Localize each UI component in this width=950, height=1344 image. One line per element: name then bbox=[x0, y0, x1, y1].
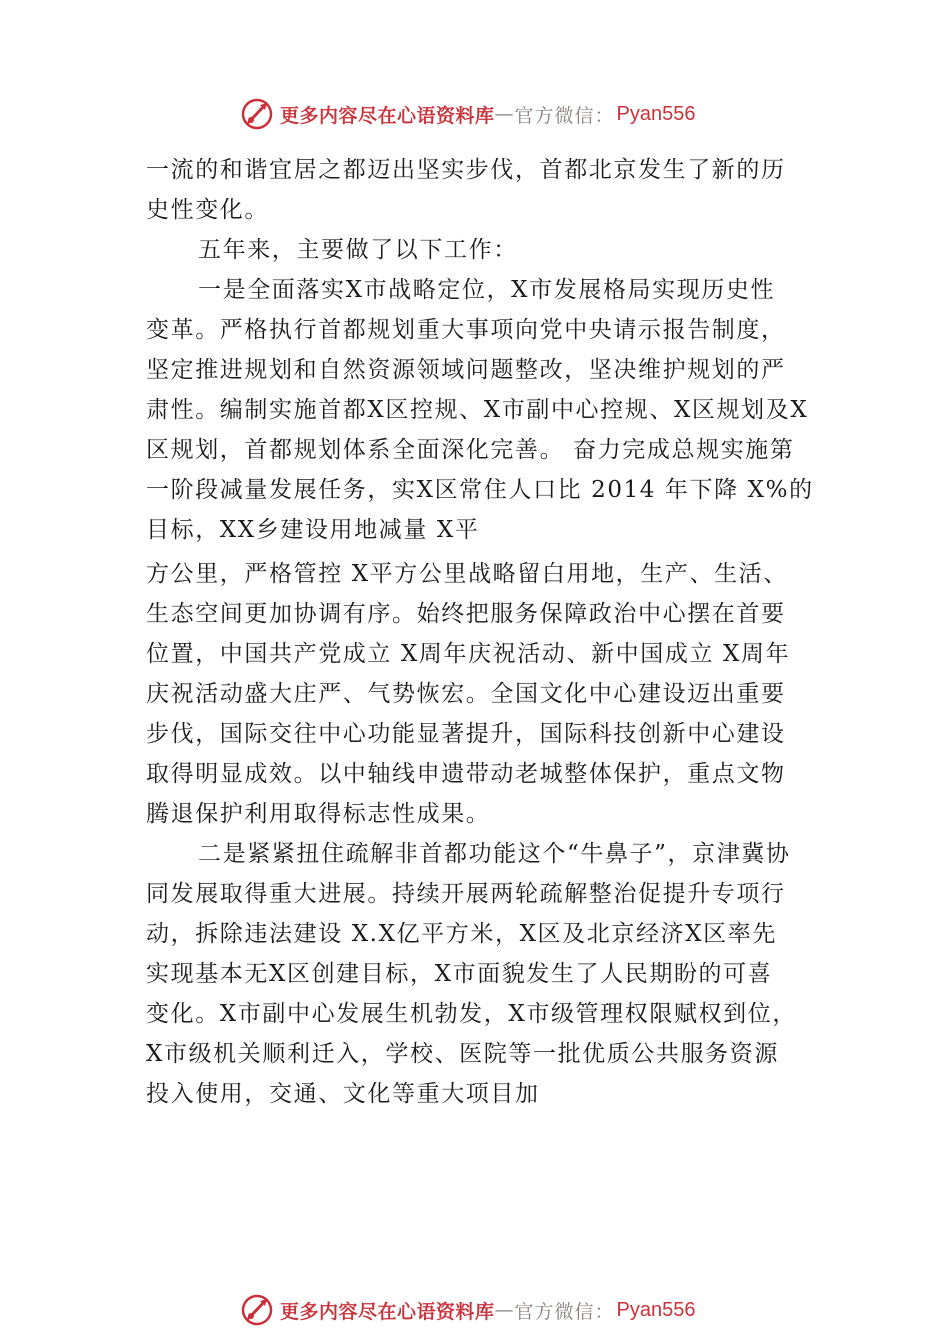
text-line: 史性变化。 bbox=[146, 197, 269, 223]
text-line: 步伐，国际交往中心功能显著提升，国际科技创新中心建设 bbox=[146, 721, 786, 747]
text-line: 区规划，首都规划体系全面深化完善。 奋力完成总规实施第 bbox=[146, 437, 795, 463]
text-line: 目标，XX乡建设用地减量 X平 bbox=[146, 517, 480, 543]
text-line: 坚定推进规划和自然资源领域问题整改，坚决维护规划的严 bbox=[146, 357, 786, 383]
text-line: 腾退保护利用取得标志性成果。 bbox=[146, 801, 491, 827]
text-line: 庆祝活动盛大庄严、气势恢宏。全国文化中心建设迈出重要 bbox=[146, 681, 786, 707]
text-line: 投入使用，交通、文化等重大项目加 bbox=[146, 1081, 540, 1107]
text-line: 取得明显成效。以中轴线申遗带动老城整体保护，重点文物 bbox=[146, 761, 786, 787]
text-line: 变化。X市副中心发展生机勃发，X市级管理权限赋权到位， bbox=[146, 1001, 797, 1027]
brush-logo-icon bbox=[240, 1293, 274, 1327]
watermark-dash: — bbox=[494, 103, 515, 125]
text-line: 方公里，严格管控 X平方公里战略留白用地，生产、生活、 bbox=[146, 561, 788, 587]
watermark-wechat-id: Pyan556 bbox=[616, 1298, 696, 1321]
watermark-official-label: 官方微信： bbox=[514, 1300, 615, 1323]
text-line: 一是全面落实X市战略定位，X市发展格局实现历史性 bbox=[198, 277, 776, 303]
text-line: 一流的和谐宜居之都迈出坚实步伐，首都北京发生了新的历 bbox=[146, 157, 786, 183]
text-line: 生态空间更加协调有序。始终把服务保障政治中心摆在首要 bbox=[146, 601, 786, 627]
watermark-wechat-id: Pyan556 bbox=[616, 102, 696, 125]
text-line: 动，拆除违法建设 X.X亿平方米，X区及北京经济X区率先 bbox=[146, 921, 777, 947]
watermark-main-text: 更多内容尽在心语资料库 bbox=[280, 1300, 495, 1323]
text-line: 一阶段减量发展任务，实X区常住人口比 2014 年下降 X%的 bbox=[146, 477, 814, 503]
brush-logo-icon bbox=[240, 97, 274, 131]
text-line: 实现基本无X区创建目标，X市面貌发生了人民期盼的可喜 bbox=[146, 961, 773, 987]
text-line: 五年来，主要做了以下工作： bbox=[198, 237, 518, 263]
watermark-banner-top bbox=[240, 94, 760, 134]
document-body bbox=[146, 150, 814, 1114]
watermark-main-text: 更多内容尽在心语资料库 bbox=[280, 104, 495, 127]
text-line: X市级机关顺利迁入，学校、医院等一批优质公共服务资源 bbox=[146, 1041, 779, 1067]
text-line: 二是紧紧扭住疏解非首都功能这个“牛鼻子”，京津冀协 bbox=[198, 841, 791, 867]
watermark-dash: — bbox=[494, 1299, 515, 1321]
watermark-official-label: 官方微信： bbox=[514, 104, 615, 127]
watermark-banner-bottom bbox=[240, 1290, 760, 1330]
text-line: 同发展取得重大进展。持续开展两轮疏解整治促提升专项行 bbox=[146, 881, 786, 907]
text-line: 肃性。编制实施首都X区控规、X市副中心控规、X区规划及X bbox=[146, 397, 809, 423]
text-line: 位置，中国共产党成立 X周年庆祝活动、新中国成立 X周年 bbox=[146, 641, 791, 667]
text-line: 变革。严格执行首都规划重大事项向党中央请示报告制度， bbox=[146, 317, 786, 343]
